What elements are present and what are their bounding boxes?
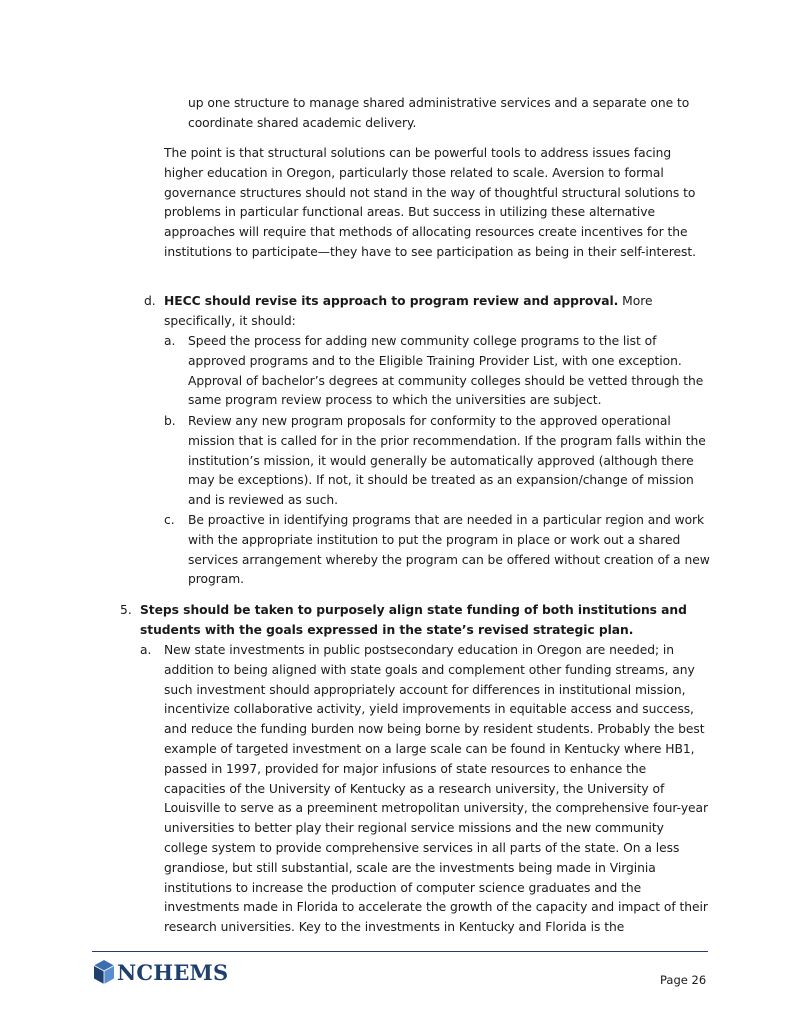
list-item-d-a: Speed the process for adding new community college programs to the list of approved programs and to the Eligible Training Provider List, with one exception. Approval of bachelor’s degrees at community colleges should be vetted through the same program review process to which the universities are subject. xyxy=(188,334,704,408)
item-5-heading: Steps should be taken to purposely align state funding of both institutions and students with the goals expressed in the state’s revised strategic plan. xyxy=(140,603,687,637)
cube-icon xyxy=(93,959,115,985)
list-marker-d-c: c. xyxy=(164,513,175,527)
footer-rule xyxy=(92,951,708,952)
point-paragraph: The point is that structural solutions can be powerful tools to address issues facing higher education in Oregon, particularly those related to scale. Aversion to formal governance structures should not stand in the way of thoughtful structural solutions to problems in particular functional areas. But success in utilizing these alternative approaches will require that methods of allocating resources create incentives for the institutions to participate—they have to see participation as being in their self-interest. xyxy=(164,146,697,259)
item-d-rest: More specifically, it should: xyxy=(164,294,653,328)
nchems-logo xyxy=(93,958,228,986)
continuation-paragraph: up one structure to manage shared administrative services and a separate one to coordinate shared academic delivery. xyxy=(188,96,690,130)
list-item-d-b: Review any new program proposals for conformity to the approved operational mission that is called for in the prior recommendation. If the program falls within the institution’s mission, it would generally be automatically approved (although there may be exceptions). If not, it should be treated as an expansion/change of mission and is reviewed as such. xyxy=(188,414,706,508)
list-item-d xyxy=(164,292,709,332)
page-number: Page 26 xyxy=(660,973,707,987)
list-item-d-c: Be proactive in identifying programs that are needed in a particular region and work with the appropriate institution to put the program in place or work out a shared services arrangement whereby the program can be offered without creation of a new program. xyxy=(188,513,710,587)
continuation-text xyxy=(188,94,708,134)
list-marker-d: d. xyxy=(144,294,156,308)
list-marker-5-a: a. xyxy=(140,643,152,657)
logo-text: NCHEMS xyxy=(117,959,229,985)
list-marker-5: 5. xyxy=(120,603,132,617)
list-marker-d-b: b. xyxy=(164,414,176,428)
list-marker-d-a: a. xyxy=(164,334,176,348)
item-d-lead: HECC should revise its approach to program review and approval. xyxy=(164,294,619,308)
list-item-5-a: New state investments in public postsecondary education in Oregon are needed; in addition to being aligned with state goals and complement other funding streams, any such investment should appropriately account for differences in institutional mission, incentivize collaborative activity, yield improvements in equitable access and success, and reduce the funding burden now being borne by resident students. Probably the best example of targeted investment on a large scale can be found in Kentucky where HB1, passed in 1997, provided for major infusions of state resources to enhance the capacities of the University of Kentucky as a research university, the University of Louisville to serve as a preeminent metropolitan university, the comprehensive four-year universities to better play their regional service missions and the new community college system to provide comprehensive services in all parts of the state. On a less grandiose, but still substantial, scale are the investments being made in Virginia institutions to increase the production of computer science graduates and the investments made in Florida to accelerate the growth of the capacity and impact of their research universities. Key to the investments in Kentucky and Florida is the xyxy=(164,643,709,935)
list-item-5 xyxy=(140,601,696,641)
